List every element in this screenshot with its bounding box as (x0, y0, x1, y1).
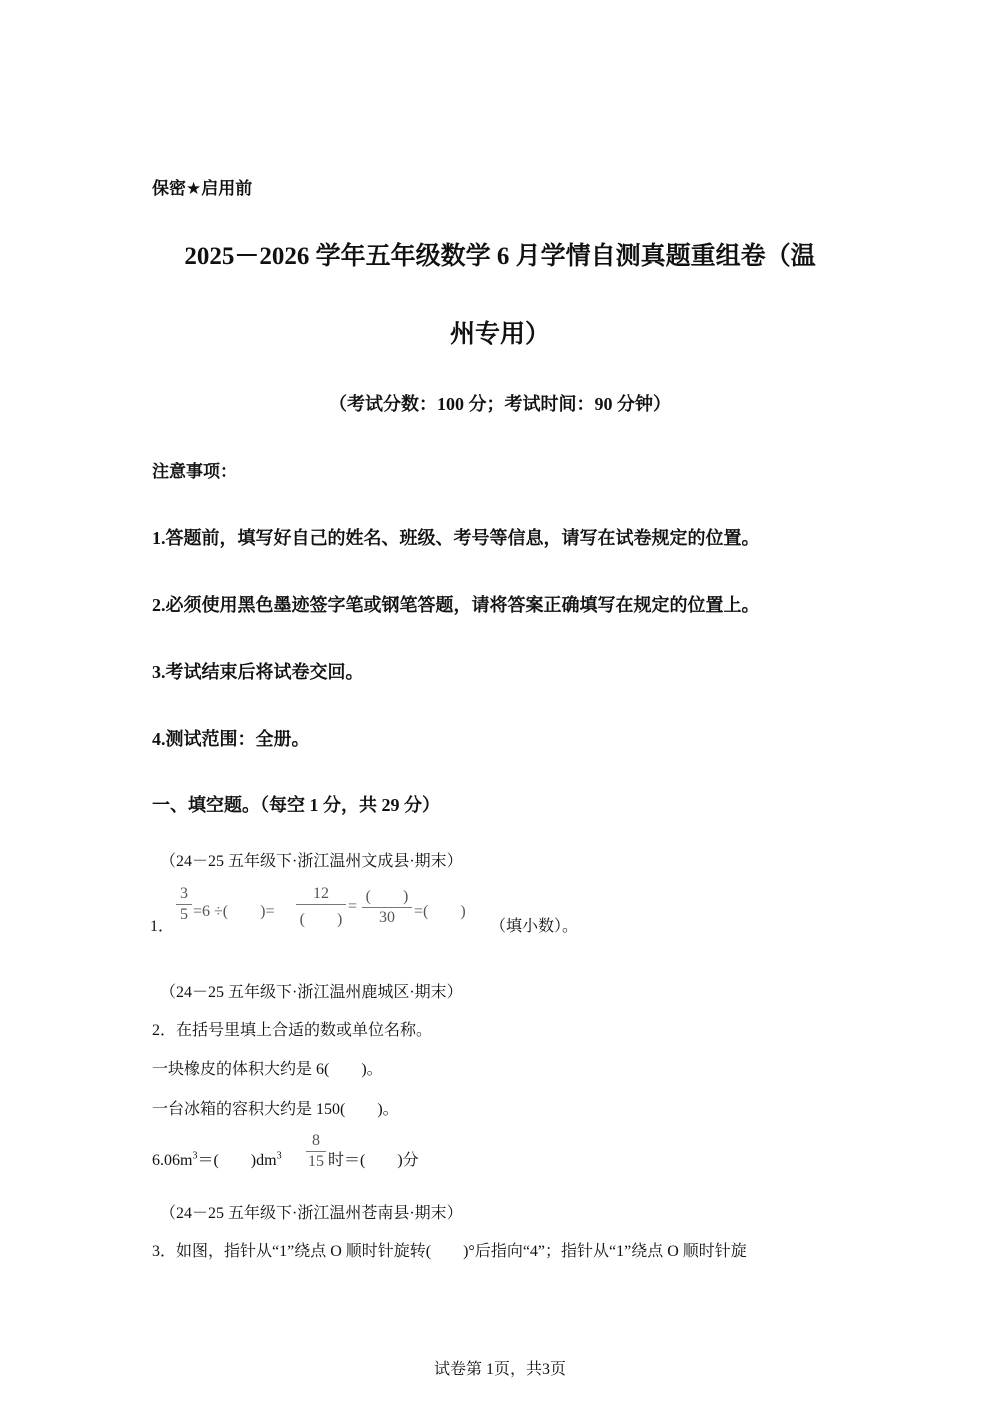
fraction-numerator: 3 (180, 885, 188, 902)
fraction-numerator: 8 (312, 1132, 320, 1149)
exponent: 3 (192, 1150, 198, 1162)
fraction (306, 1132, 326, 1171)
question-line: 一台冰箱的容积大约是 150( )。 (152, 1101, 399, 1118)
exam-info: （考试分数：100 分；考试时间：90 分钟） (329, 394, 671, 414)
exponent: 3 (276, 1150, 282, 1162)
expression-part: =6 ÷( )= (193, 903, 275, 920)
page-title-line2: 州专用） (449, 321, 550, 348)
note-item: 2.必须使用黑色墨迹签字笔或钢笔答题，请将答案正确填写在规定的位置上。 (152, 595, 760, 615)
fraction (362, 883, 412, 927)
section-heading: 一、填空题。（每空 1 分，共 29 分） (152, 795, 440, 815)
question-number: 1． (150, 918, 175, 935)
measure-conversion: ＝( )dm (197, 1152, 277, 1169)
page-footer: 试卷第 1页，共3页 (433, 1361, 566, 1378)
note-item: 4.测试范围：全册。 (152, 729, 310, 749)
fraction-bar (296, 904, 346, 905)
question-source: （24－25 五年级下·浙江温州文成县·期末） (160, 853, 463, 870)
question-source: （24－25 五年级下·浙江温州鹿城区·期末） (160, 984, 463, 1001)
equals-sign: = (348, 898, 358, 915)
question-line (152, 1147, 282, 1170)
page-title-line1: 2025－2026 学年五年级数学 6 月学情自测真题重组卷（温 (184, 243, 816, 270)
question-line: 一块橡皮的体积大约是 6( )。 (152, 1061, 383, 1078)
answer-hint: （填小数）。 (490, 918, 579, 935)
fraction-bar (362, 907, 412, 908)
measure-value: 6.06m (152, 1152, 193, 1169)
fraction-denominator: 15 (308, 1153, 324, 1170)
fraction (296, 885, 346, 929)
expression-part: =( ) (414, 903, 466, 920)
notes-heading: 注意事项： (152, 462, 237, 482)
fraction-numerator: 12 (313, 885, 329, 902)
question-prompt: 2．在括号里填上合适的数或单位名称。 (152, 1022, 433, 1039)
question-source: （24－25 五年级下·浙江温州苍南县·期末） (160, 1205, 463, 1222)
note-item: 1.答题前，填写好自己的姓名、班级、考号等信息，请写在试卷规定的位置。 (152, 528, 760, 548)
fraction-numerator: ( ) (365, 888, 409, 905)
fraction-denominator: ( ) (299, 911, 343, 928)
fraction (176, 885, 192, 924)
fraction-bar (306, 1151, 326, 1152)
secret-mark: 保密★启用前 (152, 179, 253, 199)
fraction-denominator: 30 (379, 909, 395, 926)
time-conversion: 时＝( )分 (328, 1152, 419, 1169)
fraction-denominator: 5 (180, 906, 188, 923)
question-text: 3．如图，指针从“1”绕点 O 顺时针旋转( )°后指向“4”；指针从“1”绕点 O 顺时针旋 (152, 1243, 747, 1260)
note-item: 3.考试结束后将试卷交回。 (152, 662, 364, 682)
fraction-bar (176, 904, 192, 905)
